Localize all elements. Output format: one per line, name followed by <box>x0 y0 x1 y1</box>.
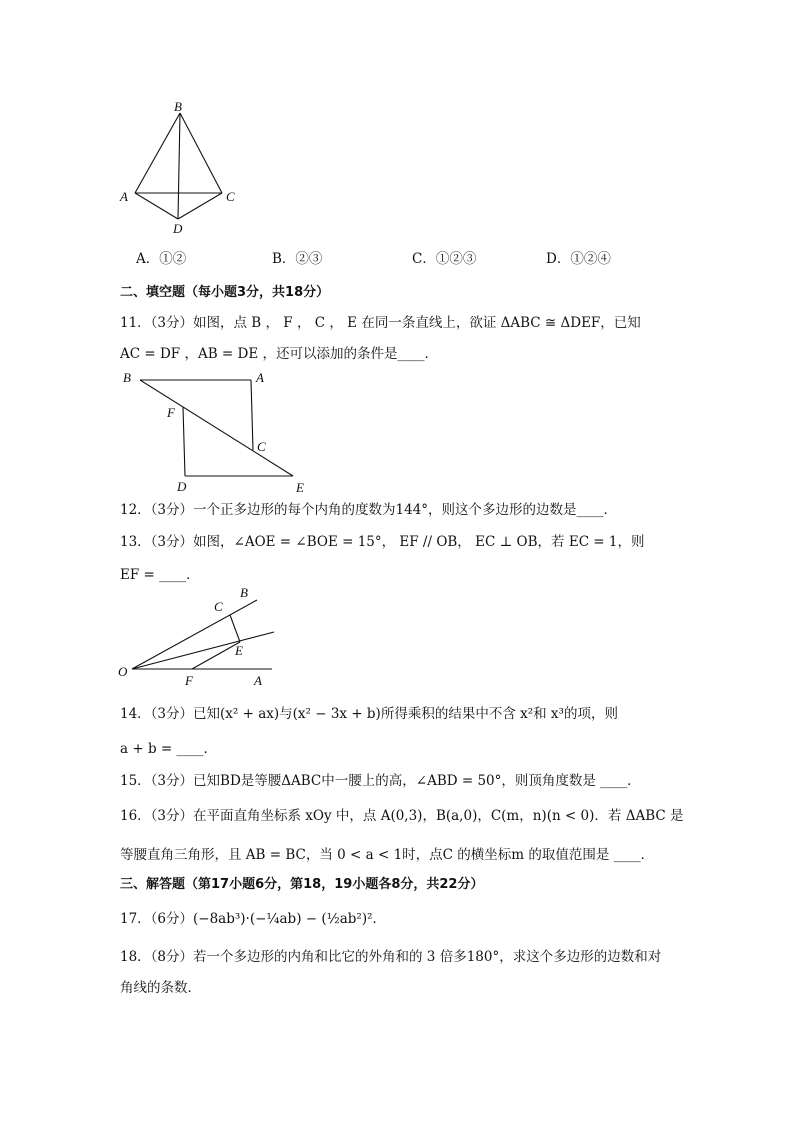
label-a: A <box>256 370 264 385</box>
option-c-value: ①②③ <box>435 251 477 267</box>
segment-fe <box>192 642 240 669</box>
label-c: C <box>214 599 223 614</box>
label-e: E <box>235 643 243 658</box>
figure-q13 <box>112 585 282 690</box>
diagonal-bd <box>178 113 180 219</box>
option-c <box>412 247 476 267</box>
label-d: D <box>177 479 187 494</box>
option-a-letter: A． <box>136 251 160 267</box>
option-d-letter: D． <box>546 251 571 267</box>
label-f: F <box>185 673 193 688</box>
option-a <box>136 247 186 267</box>
question-16-line1: 16．（3分）在平面直角坐标系 xOy 中，点 A(0,3)，B(a,0)，C(m，n)(n < 0)．若 ΔABC 是 <box>120 808 684 824</box>
option-c-letter: C． <box>412 251 436 267</box>
edge-ba <box>135 113 180 193</box>
label-b: B <box>240 585 248 600</box>
question-15: 15．（3分）已知BD是等腰ΔABC中一腰上的高，∠ABD = 50°，则顶角度数是 ____． <box>120 773 641 789</box>
label-b: B <box>174 99 182 114</box>
label-b: B <box>123 370 131 385</box>
question-11-line2: AC = DF ，AB = DE ，还可以添加的条件是____． <box>120 346 438 362</box>
label-a: A <box>120 189 128 204</box>
question-14-line1: 14．（3分）已知(x² + ax)与(x² − 3x + b)所得乘积的结果中不含 x²和 x³的项，则 <box>120 706 618 722</box>
question-18-line2: 角线的条数． <box>120 980 201 996</box>
segment-ce <box>230 615 240 642</box>
label-c: C <box>257 439 266 454</box>
ray-oe <box>132 632 274 669</box>
label-a: A <box>254 673 262 688</box>
question-17: 17．（6分）(−8ab³)·(−¼ab) − (½ab²)²． <box>120 911 386 927</box>
label-f: F <box>167 405 175 420</box>
option-a-value: ①② <box>159 251 187 267</box>
segment-ac <box>251 380 253 450</box>
question-13-line2: EF = ____． <box>120 567 200 583</box>
label-o: O <box>118 664 128 679</box>
question-11-line1: 11．（3分）如图，点 B ， F ， C ， E 在同一条直线上，欲证 ΔABC ≅ ΔDEF，已知 <box>120 315 641 331</box>
segment-be <box>140 380 293 476</box>
question-14-line2: a + b = ____． <box>120 741 217 757</box>
option-b-value: ②③ <box>295 251 323 267</box>
edge-bc <box>180 113 222 193</box>
label-e: E <box>296 480 304 495</box>
question-12: 12．（3分）一个正多边形的每个内角的度数为144°，则这个多边形的边数是____． <box>120 502 618 518</box>
figure-q11 <box>115 365 325 495</box>
ray-ob <box>132 600 257 669</box>
segment-fd <box>183 407 185 476</box>
edge-cd <box>178 193 222 219</box>
option-b <box>272 247 322 267</box>
edge-ad <box>135 193 178 219</box>
label-c: C <box>226 189 235 204</box>
option-d-value: ①②④ <box>570 251 611 267</box>
question-16-line2: 等腰直角三角形，且 AB = BC，当 0 < a < 1时，点C 的横坐标m 的取值范围是 ____． <box>120 847 655 863</box>
section-2-heading: 二、填空题（每小题3分，共18分） <box>120 285 330 300</box>
question-18-line1: 18．（8分）若一个多边形的内角和比它的外角和的 3 倍多180°，求这个多边形的边数和对 <box>120 949 662 965</box>
section-3-heading: 三、解答题（第17小题6分，第18，19小题各8分，共22分） <box>120 877 484 892</box>
question-13-line1: 13．（3分）如图，∠AOE = ∠BOE = 15°， EF // OB， EC ⊥ OB，若 EC = 1，则 <box>120 534 645 550</box>
option-b-letter: B． <box>272 251 296 267</box>
figure-kite-abcd <box>110 95 260 240</box>
label-d: D <box>173 221 183 236</box>
option-d <box>546 247 611 267</box>
